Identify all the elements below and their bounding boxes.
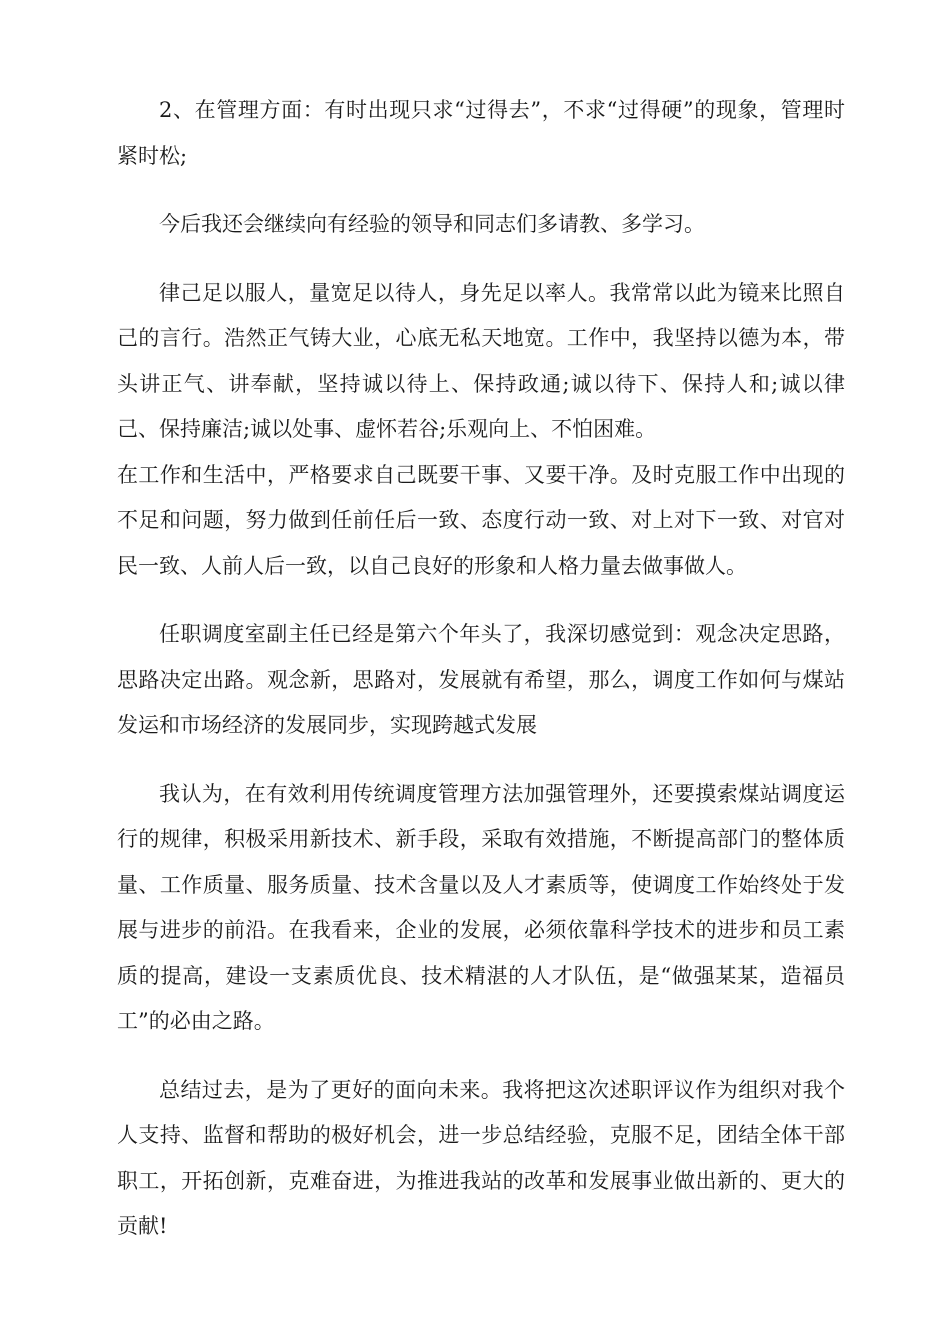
paragraph-dispatch-role: 任职调度室副主任已经是第六个年头了，我深切感觉到：观念决定思路，思路决定出路。观念新，思路对，发展就有希望，那么，调度工作如何与煤站发运和市场经济的发展同步，实现跨越式发展 bbox=[117, 622, 845, 737]
paragraph-conclusion: 总结过去，是为了更好的面向未来。我将把这次述职评议作为组织对我个人支持、监督和帮助的极好机会，进一步总结经验，克服不足，团结全体干部职工，开拓创新，克难奋进，为推进我站的改革和发展事业做出新的、更大的贡献! bbox=[117, 1077, 845, 1238]
paragraph-management-issues: 2、在管理方面：有时出现只求“过得去”，不求“过得硬”的现象，管理时紧时松; bbox=[117, 98, 845, 168]
paragraph-my-view: 我认为，在有效利用传统调度管理方法加强管理外，还要摸索煤站调度运行的规律，积极采用新技术、新手段，采取有效措施，不断提高部门的整体质量、工作质量、服务质量、技术含量以及人才素质等，使调度工作始终处于发展与进步的前沿。在我看来，企业的发展，必须依靠科学技术的进步和员工素质的提高，建设一支素质优良、技术精湛的人才队伍，是“做强某某，造福员工”的必由之路。 bbox=[117, 781, 845, 1033]
paragraph-self-discipline: 律己足以服人，量宽足以待人，身先足以率人。我常常以此为镜来比照自己的言行。浩然正气铸大业，心底无私天地宽。工作中，我坚持以德为本，带头讲正气、讲奉献，坚持诚以待上、保持政通;诚以待下、保持人和;诚以律己、保持廉洁;诚以处事、虚怀若谷;乐观向上、不怕困难。 bbox=[117, 280, 845, 441]
document-body bbox=[117, 88, 845, 1273]
paragraph-future-learning: 今后我还会继续向有经验的领导和同志们多请教、多学习。 bbox=[159, 212, 705, 236]
paragraph-work-and-life: 在工作和生活中，严格要求自己既要干事、又要干净。及时克服工作中出现的不足和问题，努力做到任前任后一致、态度行动一致、对上对下一致、对官对民一致、人前人后一致，以自己良好的形象和人格力量去做事做人。 bbox=[117, 462, 845, 578]
